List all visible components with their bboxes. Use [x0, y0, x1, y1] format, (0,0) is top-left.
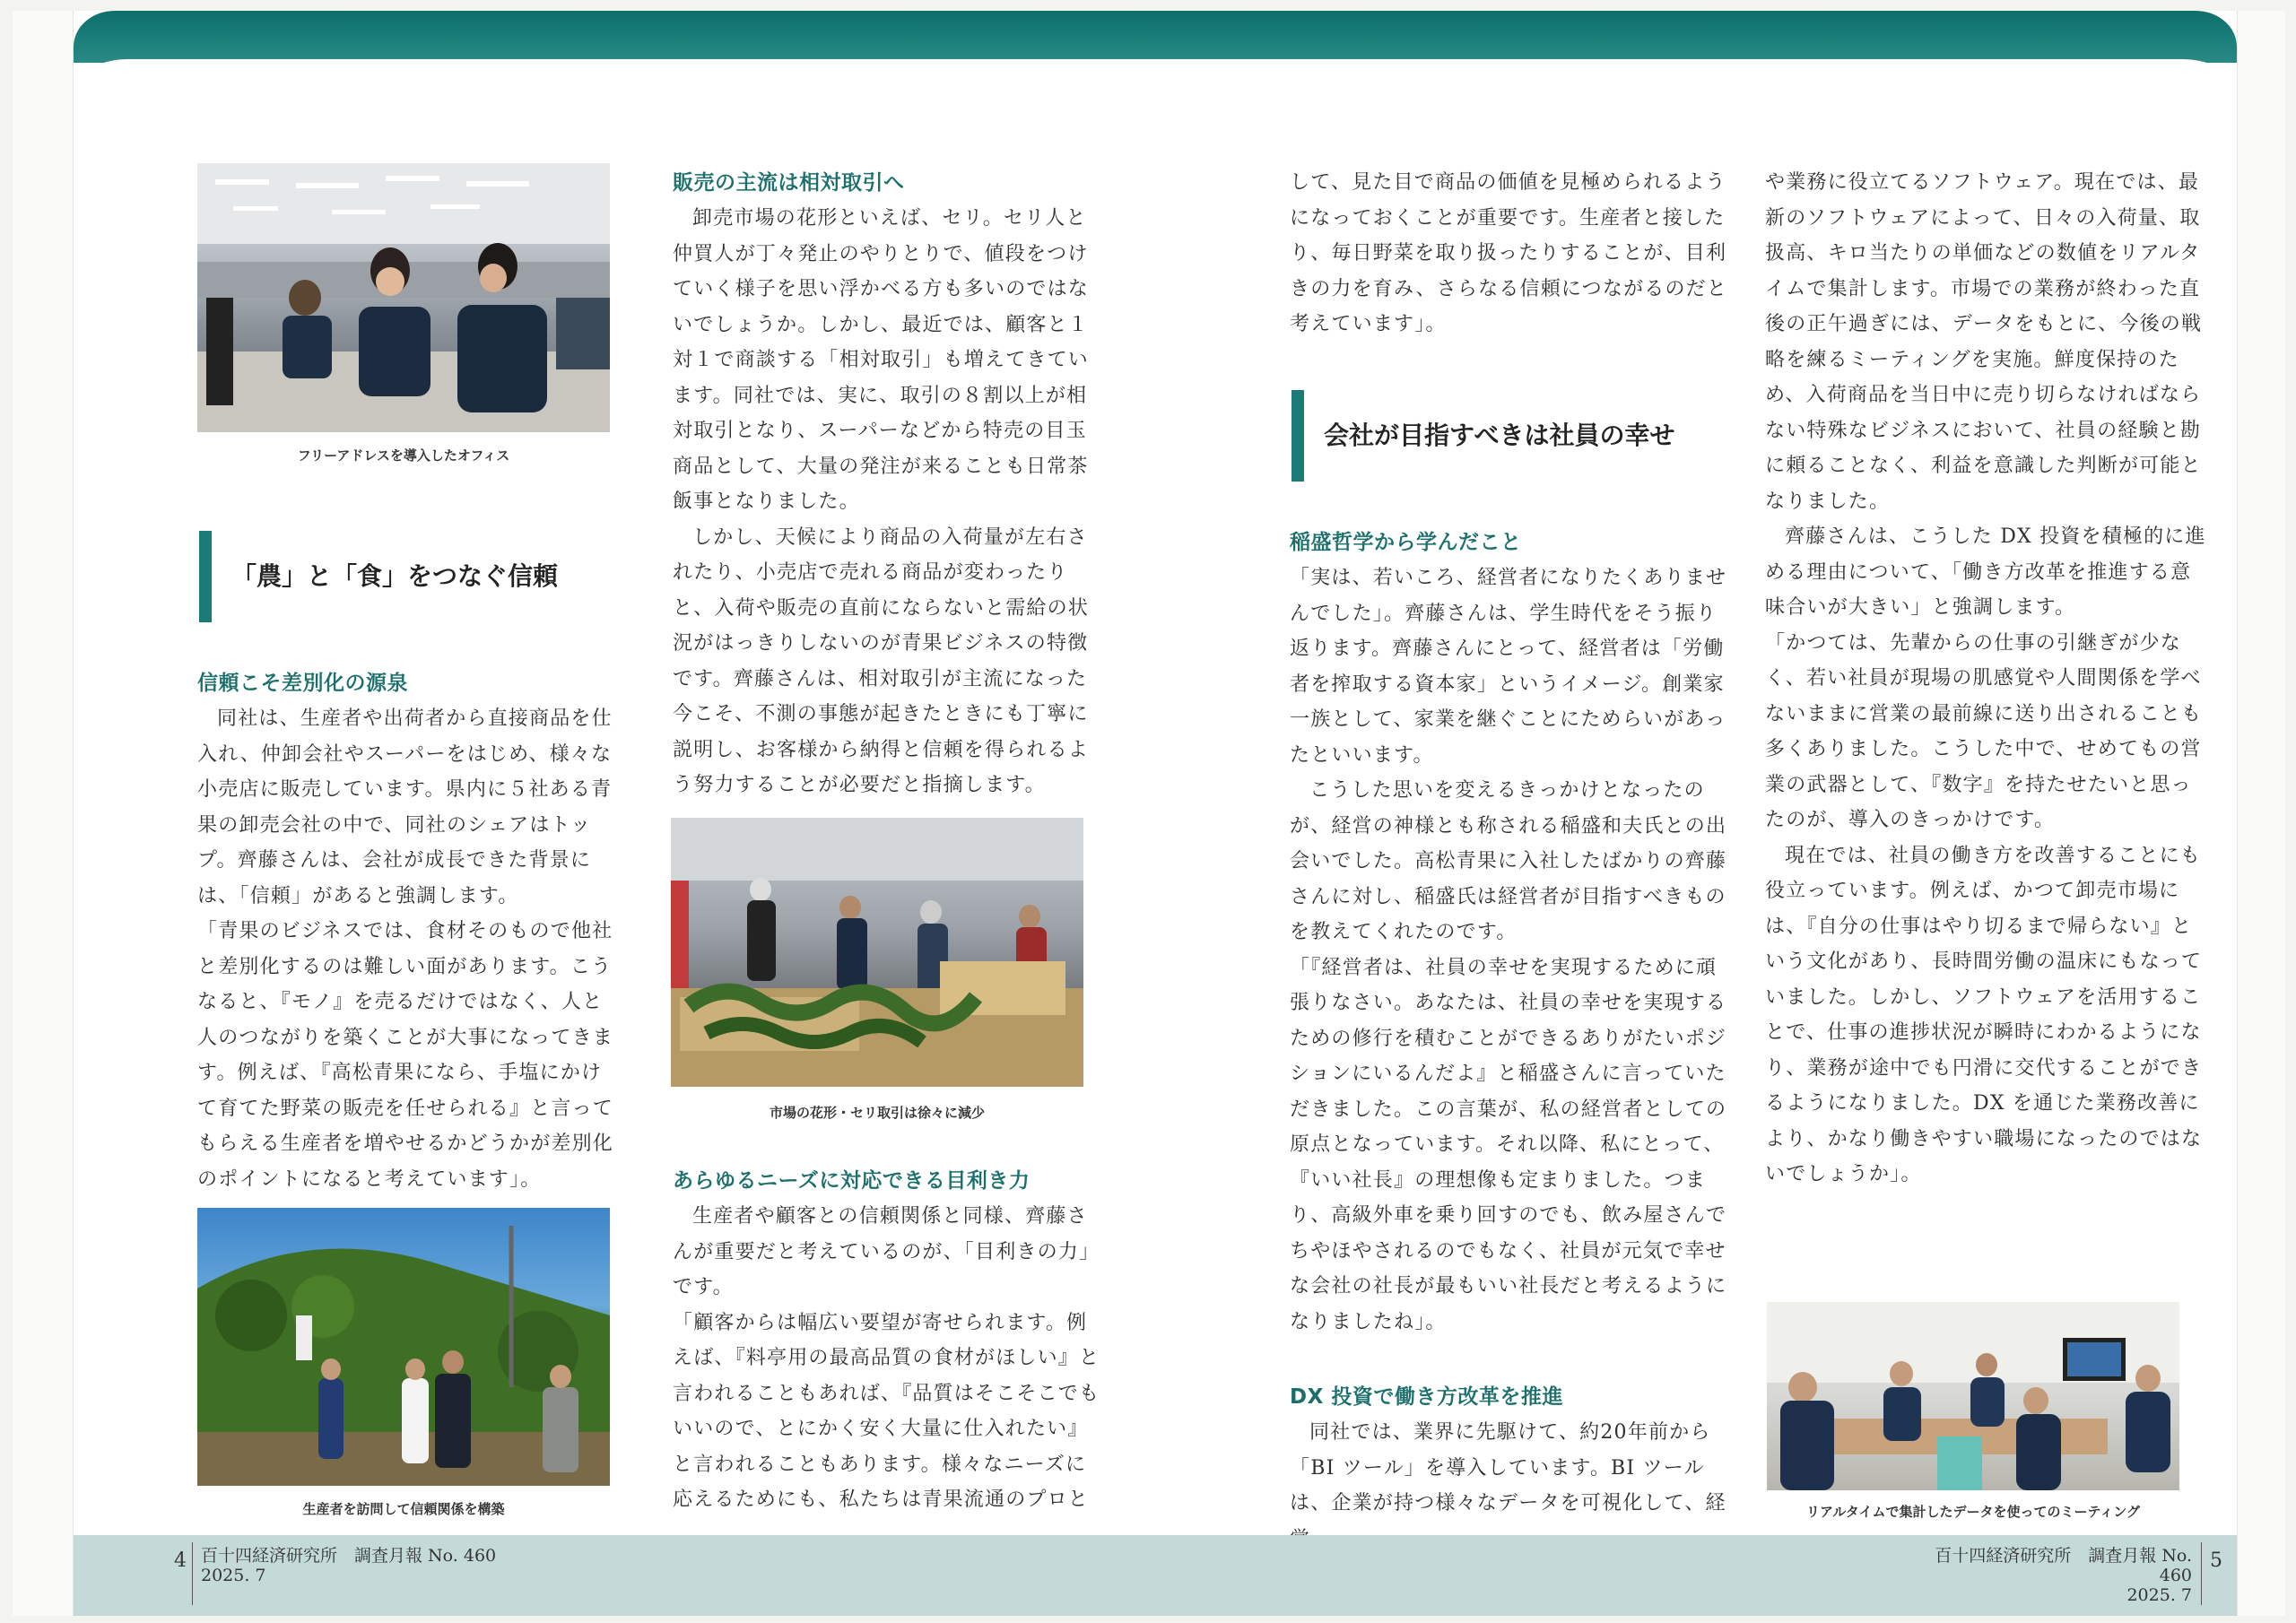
left-page: [13, 11, 1186, 1616]
header-band: [1186, 11, 2237, 63]
paragraph: 齊藤さんは、こうした DX 投資を積極的に進める理由について、「働き方改革を推進する意味合いが大きい」と強調します。: [1765, 525, 2206, 619]
paragraph: 「『経営者は、社員の幸せを実現するために頑張りなさい。あなたは、社員の幸せを実現するための修行を積むことができるありがたいポジションにいるんだよ』と稲盛さんに言っていただきました。この言葉が、私の経営者としての原点となっています。それ以降、私にとって、『いい社長』の理想像も定まりました。つまり、高級外車を乗り回すのでも、飲み屋さんでちやほやされるのでもなく、社員が元気で幸せな会社の社長が最もいい社長だと考えるようになりましたね」。: [1290, 956, 1727, 1333]
subheading-dx: DX 投資で働き方改革を推進: [1290, 1385, 1563, 1409]
meeting-photo-caption: リアルタイムで集計したデータを使ってのミーティング: [1805, 1504, 2140, 1520]
paragraph: 同社では、業界に先駆けて、約20年前から「BI ツール」を導入しています。BI ツールは、企業が持つ様々なデータを可視化して、経: [1290, 1421, 1726, 1515]
section-heading-trust: 「農」と「食」をつなぐ信頼: [199, 531, 612, 622]
section-heading-happiness: 会社が目指すべきは社員の幸せ: [1292, 390, 1722, 482]
subheading-trust-source: 信頼こそ差別化の源泉: [197, 672, 408, 695]
paragraph: 「かつては、先輩からの仕事の引継ぎが少なく、若い社員が現場の肌感覚や人間関係を学べないままに営業の最前線に送り出されることも多くありました。こうした中で、せめてもの営業の武器として、『数字』を持たせたいと思ったのが、導入のきっかけです。: [1765, 631, 2203, 831]
column-2: [673, 165, 1105, 803]
page-number: 5: [2210, 1549, 2222, 1572]
page-number: 4: [174, 1549, 187, 1572]
column-4: [1765, 165, 2206, 1193]
header-band: [74, 11, 1186, 63]
column-3a: [1290, 165, 1729, 343]
publication-info: 百十四経済研究所 調査月報 No. 460 2025. 7: [1935, 1546, 2192, 1605]
office-photo-caption: フリーアドレスを導入したオフィス: [297, 447, 510, 464]
market-photo: [671, 818, 1083, 1087]
subheading-discernment: あらゆるニーズに対応できる目利き力: [673, 1169, 1031, 1193]
orchard-photo: [197, 1208, 610, 1486]
paragraph: 「顧客からは幅広い要望が寄せられます。例えば、『料亭用の最高品質の食材がほしい』と言われることもあれば、『品質はそこそこでもいいので、とにかく安く大量に仕入れたい』と言われることもあります。様々なニーズに応えるためにも、私たちは青果流通のプロと: [673, 1311, 1100, 1511]
subheading-inamori: 稲盛哲学から学んだこと: [1290, 531, 1522, 554]
paragraph: 「実は、若いころ、経営者になりたくありませんでした」。齊藤さんは、学生時代をそう振り返ります。齊藤さんにとって、経営者は「労働者を搾取する資本家」というイメージ。創業家一族として、家業を継ぐことにためらいがあったといいます。: [1290, 567, 1727, 767]
paragraph: 生産者や顧客との信頼関係と同様、齊藤さんが重要だと考えているのが、「目利きの力」です。: [673, 1205, 1100, 1298]
column-3b: [1290, 525, 1729, 1340]
left-page-margin: [13, 11, 74, 1616]
column-2b: [673, 1163, 1105, 1518]
right-page-margin: [2237, 11, 2285, 1616]
paragraph: 卸売市場の花形といえば、セリ。セリ人と仲買人が丁々発止のやりとりで、値段をつけていく様子を思い浮かべる方も多いのではないでしょうか。しかし、最近では、顧客と１対１で商談する「相対取引」も増えてきています。同社では、実に、取引の８割以上が相対取引となり、スーパーなどから特売の目玉商品として、大量の発注が来ることも日常茶飯事となりました。: [673, 207, 1090, 513]
market-photo-caption: 市場の花形・セリ取引は徐々に減少: [769, 1105, 985, 1121]
paragraph: 「青果のビジネスでは、食材そのもので他社と差別化するのは難しい面があります。こうなると、『モノ』を売るだけではなく、人と人のつながりを築くことが大事になってきます。例えば、『高松青果になら、手塩にかけて育てた野菜の販売を任せられる』と言ってもらえる生産者を増やせるかどうかが差別化のポイントになると考えています」。: [197, 920, 614, 1191]
orchard-photo-caption: 生産者を訪問して信頼関係を構築: [302, 1501, 505, 1517]
column-3c: [1290, 1379, 1729, 1557]
office-photo: [197, 163, 610, 432]
paragraph: しかし、天候により商品の入荷量が左右されたり、小売店で売れる商品が変わったりと、入荷や販売の直前にならないと需給の状況がはっきりしないのが青果ビジネスの特徴です。齊藤さんは、相対取引が主流になった今こそ、不測の事態が起きたときにも丁寧に説明し、お客様から納得と信頼を得られるよう努力することが必要だと指摘します。: [673, 525, 1090, 796]
subheading-sales-mainstream: 販売の主流は相対取引へ: [673, 171, 905, 195]
meeting-photo: [1767, 1302, 2179, 1490]
paragraph: こうした思いを変えるきっかけとなったのが、経営の神様とも称される稲盛和夫氏との出会いでした。高松青果に入社したばかりの齊藤さんに対し、稲盛氏は経営者が目指すべきものを教えてくれたのです。: [1290, 779, 1727, 943]
paragraph: して、見た目で商品の価値を見極められるようになっておくことが重要です。生産者と接したり、毎日野菜を取り扱ったりすることが、目利きの力を育み、さらなる信頼につながるのだと考えています」。: [1290, 171, 1728, 335]
publication-info: 百十四経済研究所 調査月報 No. 460 2025. 7: [201, 1546, 497, 1585]
column-1: [197, 665, 621, 1197]
right-page: [1186, 11, 2285, 1616]
paragraph: 同社は、生産者や出荷者から直接商品を仕入れ、仲卸会社やスーパーをはじめ、様々な小売店に販売しています。県内に５社ある青果の卸売会社の中で、同社のシェアはトップ。齊藤さんは、会社が成長できた背景には、「信頼」があると強調します。: [197, 707, 613, 907]
paragraph: や業務に役立てるソフトウェア。現在では、最新のソフトウェアによって、日々の入荷量、取扱高、キロ当たりの単価などの数値をリアルタイムで集計します。市場での業務が終わった直後の正午過ぎには、データをもとに、今後の戦略を練るミーティングを実施。鮮度保持のため、入荷商品を当日中に売り切らなければならない特殊なビジネスにおいて、社員の経験と勘に頼ることなく、利益を意識した判断が可能となりました。: [1765, 171, 2203, 513]
paragraph: 現在では、社員の働き方を改善することにも役立っています。例えば、かつて卸売市場には、『自分の仕事はやり切るまで帰らない』という文化があり、長時間労働の温床にもなっていました。しかし、ソフトウェアを活用することで、仕事の進捗状況が瞬時にわかるようになり、業務が途中でも円滑に交代することができるようになりました。DX を通じた業務改善により、かなり働きやすい職場になったのではないでしょうか」。: [1765, 844, 2203, 1185]
